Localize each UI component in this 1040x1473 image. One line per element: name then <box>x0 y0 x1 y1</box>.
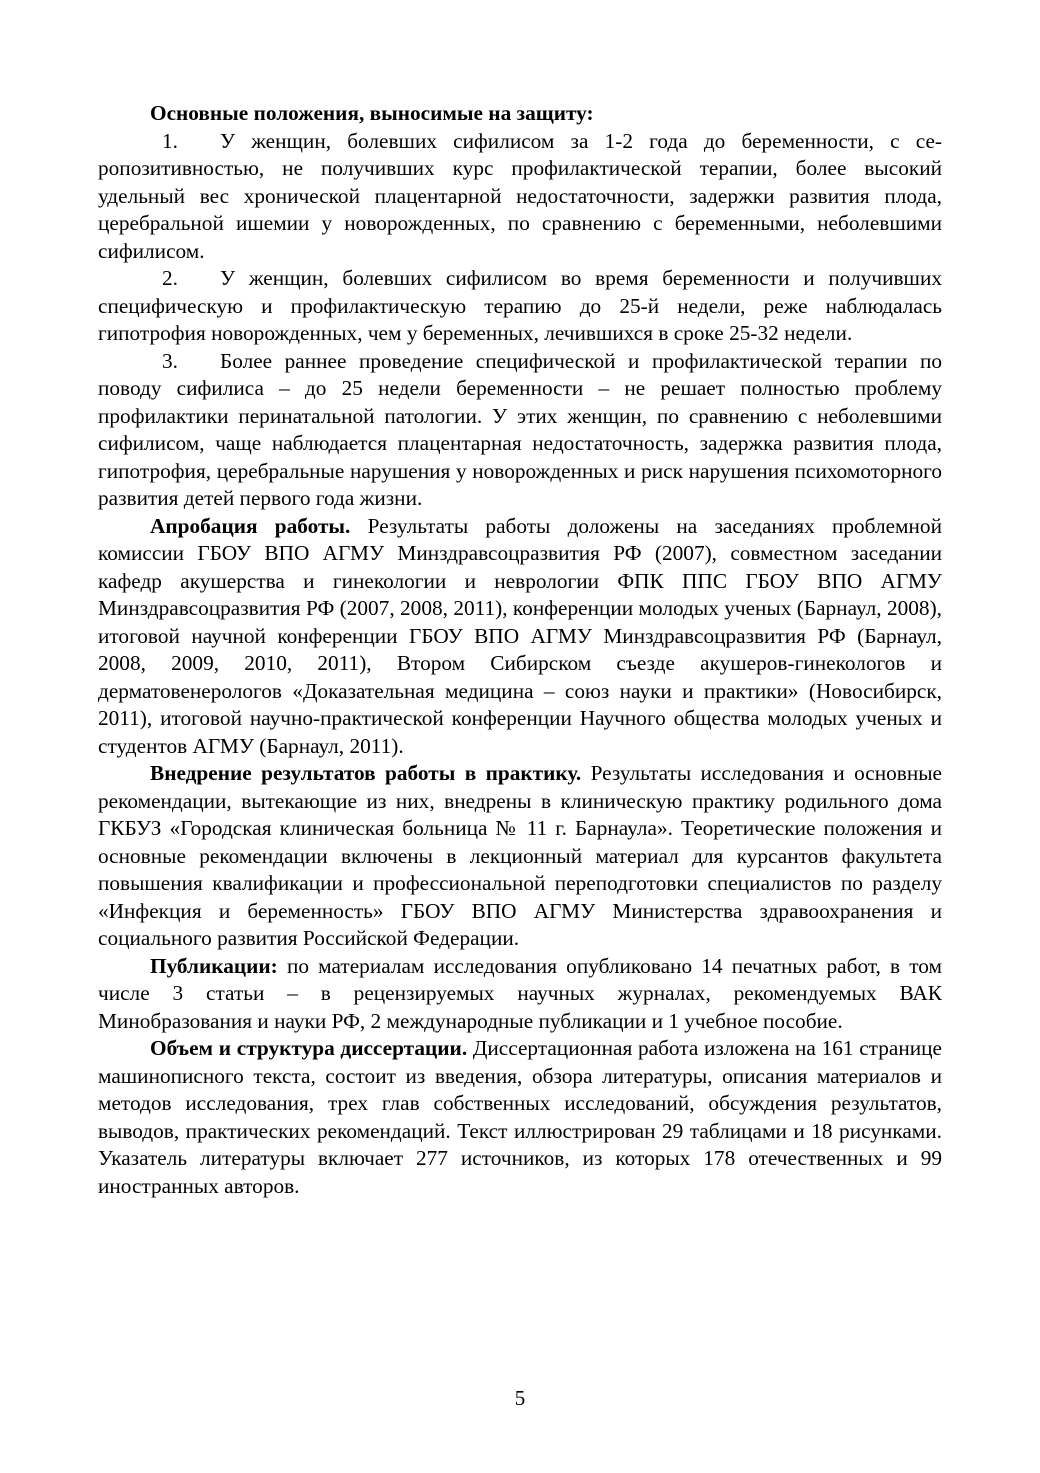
paragraph-text: Диссертационная работа изложена на 161 странице машинописного текста, состоит из введения, обзора литературы, описания материалов и методов исследования, трех глав собственных исследований, обсуждения результатов, выводов, практических рекомендаций. Текст иллюстрирован 29 таблицами и 18 рисунками. Указатель литературы включает 277 источников, из которых 178 отечественных и 99 иностранных авторов. <box>98 1036 942 1198</box>
list-text: Более раннее проведение специфической и профилактической терапии по поводу сифилиса – до 25 недели беременности – не решает полностью проблему профилактики перинатальной патологии. У этих женщин, по сравнению с неболевшими сифилисом, чаще наблюдается плацентарная недостаточность, задержка развития плода, гипотрофия, церебральные нарушения у новорожденных и риск нарушения психомоторного развития детей первого года жизни. <box>98 348 942 510</box>
list-number: 3. <box>162 348 178 373</box>
paragraph-title: Публикации: <box>150 953 278 978</box>
document-body <box>98 100 942 1200</box>
list-number: 1. <box>162 128 178 153</box>
paragraph-text: Результаты исследования и основные рекомендации, вытекающие из них, внедрены в клиническую практику родильного дома ГКБУЗ «Городская клиническая больница № 11 г. Барнаула». Теоретические положения и основные рекомендации включены в лекционный материал для курсантов факультета повышения квалификации и профессиональной переподготовки специалистов по разделу «Инфекция и беременность» ГБОУ ВПО АГМУ Министерства здравоохранения и социального развития Российской Федерации. <box>98 761 942 950</box>
paragraph-title: Объем и структура диссертации. <box>150 1036 468 1060</box>
list-item-2 <box>98 265 942 348</box>
section-heading: Основные положения, выносимые на защиту: <box>150 101 594 125</box>
list-item-1 <box>98 128 942 266</box>
paragraph-structure <box>98 1035 942 1200</box>
paragraph-publications <box>98 953 942 1036</box>
paragraph-text: по материалам исследования опубликовано 14 печатных работ, в том числе 3 статьи – в рецензируемых научных журналах, рекомендуемых ВАК Минобразования и науки РФ, 2 международные публикации и 1 учебное пособие. <box>98 953 942 1033</box>
paragraph-implementation <box>98 760 942 953</box>
list-text: У женщин, болевших сифилисом за 1-2 года до беременности, с серопозитивностью, не получивших курс профилактической терапии, более высокий удельный вес хронической плацентарной недостаточности, задержки развития плода, церебральной ишемии у новорожденных, по сравнению с беременными, неболевшими сифилисом. <box>98 128 942 263</box>
list-text: У женщин, болевших сифилисом во время беременности и получивших специфическую и профилактическую терапию до 25-й недели, реже наблюдалась гипотрофия новорожденных, чем у беременных, лечившихся в сроке 25-32 недели. <box>98 266 942 345</box>
paragraph-title: Внедрение результатов работы в практику. <box>150 761 582 785</box>
list-item-3 <box>98 348 942 513</box>
paragraph-title: Апробация работы. <box>150 513 351 538</box>
list-number: 2. <box>162 266 178 290</box>
page-number: 5 <box>514 1386 526 1410</box>
paragraph-text: Результаты работы доложены на заседаниях проблемной комиссии ГБОУ ВПО АГМУ Минздравсоцразвития РФ (2007), совместном заседании кафедр акушерства и гинекологии и неврологии ФПК ППС ГБОУ ВПО АГМУ Минздравсоцразвития РФ (2007, 2008, 2011), конференции молодых ученых (Барнаул, 2008), итоговой научной конференции ГБОУ ВПО АГМУ Минздравсоцразвития РФ (Барнаул, 2008, 2009, 2010, 2011), Втором Сибирском съезде акушеров-гинекологов и дерматовенерологов «Доказательная медицина – союз науки и практики» (Новосибирск, 2011), итоговой научно-практической конференции Научного общества молодых ученых и студентов АГМУ (Барнаул, 2011). <box>98 513 942 758</box>
paragraph-approbation <box>98 513 942 761</box>
